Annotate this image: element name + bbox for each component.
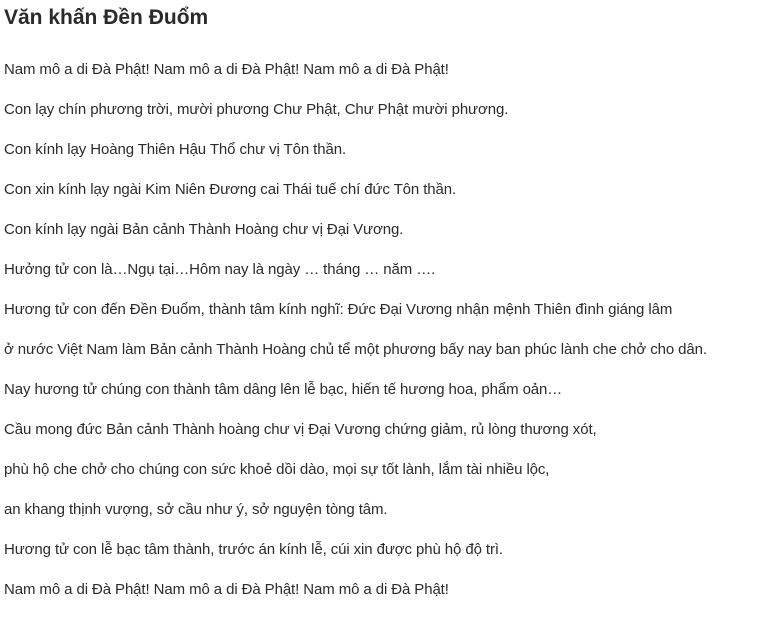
prayer-line: Con kính lạy Hoàng Thiên Hậu Thổ chư vị Tôn thần. <box>4 141 347 158</box>
prayer-line: Con kính lạy ngài Bản cảnh Thành Hoàng chư vị Đại Vương. <box>4 221 404 238</box>
prayer-line: ở nước Việt Nam làm Bản cảnh Thành Hoàng chủ tể một phương bấy nay ban phúc lành che chở cho dân. <box>4 341 707 358</box>
prayer-line: Nay hương tử chúng con thành tâm dâng lên lễ bạc, hiến tế hương hoa, phẩm oản… <box>4 381 563 398</box>
prayer-line: Hưởng tử con là…Ngụ tại…Hôm nay là ngày … tháng … năm …. <box>4 261 436 278</box>
prayer-line: Con xin kính lạy ngài Kim Niên Đương cai Thái tuế chí đức Tôn thần. <box>4 181 457 198</box>
prayer-text <box>4 60 707 620</box>
prayer-line: Nam mô a di Đà Phật! Nam mô a di Đà Phật! Nam mô a di Đà Phật! <box>4 61 449 78</box>
prayer-line: Nam mô a di Đà Phật! Nam mô a di Đà Phật! Nam mô a di Đà Phật! <box>4 581 449 598</box>
prayer-line: phù hộ che chở cho chúng con sức khoẻ dồi dào, mọi sự tốt lành, lắm tài nhiều lộc, <box>4 461 550 478</box>
prayer-line: Hương tử con lễ bạc tâm thành, trước án kính lễ, cúi xin được phù hộ độ trì. <box>4 541 503 558</box>
page-title: Văn khấn Đền Đuổm <box>4 6 209 29</box>
prayer-line: Cầu mong đức Bản cảnh Thành hoàng chư vị Đại Vương chứng giảm, rủ lòng thương xót, <box>4 421 597 438</box>
prayer-line: Hương tử con đến Đền Đuổm, thành tâm kính nghĩ: Đức Đại Vương nhận mệnh Thiên đình giáng lâm <box>4 301 673 318</box>
prayer-line: Con lạy chín phương trời, mười phương Chư Phật, Chư Phật mười phương. <box>4 101 509 118</box>
prayer-line: an khang thịnh vượng, sở cầu như ý, sở nguyện tòng tâm. <box>4 501 388 518</box>
